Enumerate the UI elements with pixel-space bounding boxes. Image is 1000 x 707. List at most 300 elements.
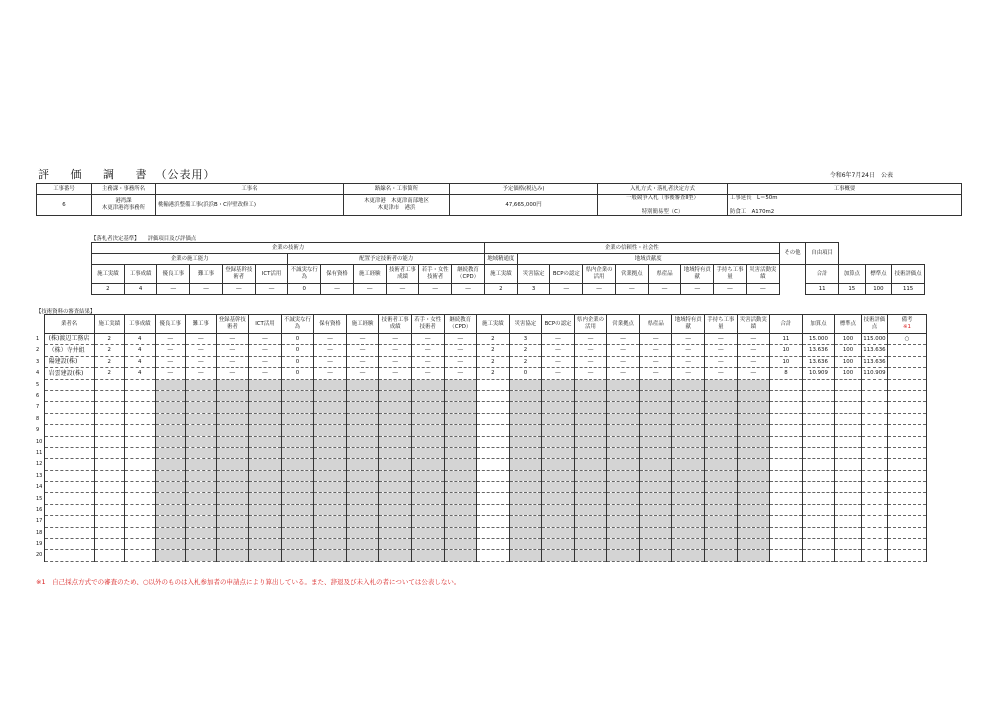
result-cell [509, 402, 542, 413]
project-summary: 工事延長 L＝50m 防食工 A170m2 [728, 195, 962, 216]
result-cell: 2 [477, 345, 510, 356]
result-cell [216, 436, 249, 447]
company-name [44, 390, 94, 401]
criteria-col-header: 施工経験 [353, 265, 386, 284]
result-note [888, 379, 927, 390]
result-cell [705, 459, 738, 470]
group-tech: 企業の技術力 [92, 243, 485, 254]
row-number: 7 [36, 404, 40, 411]
criteria-value: ― [157, 284, 190, 295]
result-cell [249, 504, 282, 515]
criteria-value: ― [190, 284, 223, 295]
result-cell [639, 436, 672, 447]
result-note [888, 527, 927, 538]
result-cell: ― [186, 356, 217, 367]
company-name [44, 516, 94, 527]
result-cell: ― [574, 356, 607, 367]
result-cell [737, 390, 770, 401]
criteria-value: 15 [839, 284, 866, 295]
result-cell [607, 470, 640, 481]
result-cell [125, 493, 156, 504]
result-cell [607, 390, 640, 401]
result-cell: ― [705, 334, 738, 345]
project-table [36, 183, 962, 216]
result-cell [705, 413, 738, 424]
result-cell: ― [314, 345, 347, 356]
result-cell [346, 447, 379, 458]
result-cell [249, 447, 282, 458]
result-cell: 4 [125, 334, 156, 345]
result-cell: ― [216, 334, 249, 345]
result-cell [737, 459, 770, 470]
result-cell [542, 527, 575, 538]
result-cell [639, 459, 672, 470]
result-cell [216, 527, 249, 538]
result-cell [770, 527, 803, 538]
result-cell [314, 482, 347, 493]
result-cell [574, 447, 607, 458]
result-cell [346, 413, 379, 424]
criteria-value: ― [714, 284, 747, 295]
result-cell [379, 413, 412, 424]
result-cell [249, 402, 282, 413]
result-cell [639, 527, 672, 538]
result-cell [477, 402, 510, 413]
result-cell [574, 413, 607, 424]
result-cell [155, 550, 186, 561]
results-col-header: 工事成績 [125, 315, 156, 334]
criteria-value: 100 [865, 284, 892, 295]
result-cell [186, 550, 217, 561]
criteria-col-header: 手持ち工事量 [714, 265, 747, 284]
criteria-col-header: 施工実績 [92, 265, 125, 284]
result-cell [705, 390, 738, 401]
result-cell [770, 379, 803, 390]
result-cell [672, 516, 705, 527]
row-number: 1 [36, 336, 40, 343]
result-cell: ― [411, 334, 444, 345]
result-cell: ― [639, 368, 672, 379]
result-cell [861, 482, 887, 493]
result-cell [346, 402, 379, 413]
table-row [36, 436, 961, 447]
result-cell [125, 436, 156, 447]
result-cell: 2 [509, 345, 542, 356]
other-header: その他 [779, 243, 806, 265]
row-number: 12 [36, 461, 43, 468]
group-engineer: 配置予定技術者の能力 [288, 254, 485, 265]
result-cell [509, 436, 542, 447]
table-row [36, 334, 961, 345]
results-label: 【技術資料の審査結果】 [36, 309, 96, 315]
result-cell [802, 527, 835, 538]
result-cell [737, 425, 770, 436]
row-number: 4 [36, 370, 40, 377]
table-row [36, 470, 961, 481]
criteria-value: 2 [92, 284, 125, 295]
result-cell [737, 470, 770, 481]
result-cell [672, 550, 705, 561]
result-cell [125, 527, 156, 538]
project-name: 桃輸港浜整備工事(浜浜B・C岸壁改修工) [156, 195, 344, 216]
criteria-value: ― [615, 284, 648, 295]
group-construction: 企業の施工能力 [92, 254, 288, 265]
result-cell [444, 390, 477, 401]
result-cell: 0 [281, 356, 314, 367]
criteria-col-header: 県産品 [648, 265, 681, 284]
company-name [44, 550, 94, 561]
result-cell: 2 [94, 345, 125, 356]
project-header: 工事番号 [37, 184, 92, 195]
result-cell [281, 493, 314, 504]
result-cell [639, 516, 672, 527]
result-cell [672, 436, 705, 447]
criteria-label: 【落札者決定基準】 評価項目及び評価点 [91, 236, 197, 242]
criteria-col-header: BCPの認定 [550, 265, 583, 284]
result-cell [379, 390, 412, 401]
result-cell [216, 493, 249, 504]
company-name [44, 493, 94, 504]
result-cell [672, 482, 705, 493]
result-cell [314, 390, 347, 401]
result-cell: ― [574, 345, 607, 356]
criteria-value: ― [353, 284, 386, 295]
result-cell [672, 402, 705, 413]
result-cell [125, 402, 156, 413]
result-cell [607, 504, 640, 515]
project-header: 路線名・工事箇所 [344, 184, 450, 195]
result-cell [281, 539, 314, 550]
result-cell [574, 402, 607, 413]
result-cell [607, 482, 640, 493]
result-cell: 10.909 [802, 368, 835, 379]
result-cell [835, 402, 861, 413]
results-col-header: ICT活用 [249, 315, 282, 334]
result-cell [770, 402, 803, 413]
result-cell [155, 447, 186, 458]
result-cell: 2 [477, 356, 510, 367]
result-cell [509, 425, 542, 436]
table-row [36, 447, 961, 458]
result-cell [477, 459, 510, 470]
result-cell: ― [444, 356, 477, 367]
result-cell [281, 459, 314, 470]
result-cell [94, 493, 125, 504]
result-cell [379, 470, 412, 481]
group-social: 企業の信頼性・社会性 [484, 243, 779, 254]
result-cell [737, 493, 770, 504]
result-cell [216, 470, 249, 481]
page-title: 評 価 調 書（公表用） [38, 168, 216, 181]
result-cell [835, 527, 861, 538]
result-cell [574, 482, 607, 493]
result-cell [281, 425, 314, 436]
result-cell [125, 504, 156, 515]
result-cell [379, 482, 412, 493]
result-cell [155, 436, 186, 447]
row-number: 16 [36, 506, 43, 513]
result-cell [770, 447, 803, 458]
result-cell: ― [411, 356, 444, 367]
result-cell [94, 470, 125, 481]
criteria-col-header: 県内企業の活用 [583, 265, 616, 284]
result-cell [574, 493, 607, 504]
result-cell [607, 550, 640, 561]
results-col-header: BCPの認定 [542, 315, 575, 334]
result-cell [379, 379, 412, 390]
result-cell [542, 482, 575, 493]
result-cell [186, 425, 217, 436]
result-cell [249, 379, 282, 390]
result-note [888, 390, 927, 401]
result-cell [705, 470, 738, 481]
result-cell: 2 [477, 334, 510, 345]
row-number: 15 [36, 495, 43, 502]
table-row [36, 390, 961, 401]
result-cell [509, 470, 542, 481]
result-cell: ― [346, 345, 379, 356]
result-cell [802, 504, 835, 515]
result-cell [639, 493, 672, 504]
result-cell [346, 436, 379, 447]
result-cell: ― [672, 368, 705, 379]
result-cell [835, 539, 861, 550]
result-cell [314, 379, 347, 390]
criteria-value: ― [222, 284, 255, 295]
criteria-col-header: 保有資格 [321, 265, 354, 284]
table-row [36, 413, 961, 424]
result-cell: ― [186, 345, 217, 356]
result-cell: 115.000 [861, 334, 887, 345]
result-cell [574, 527, 607, 538]
result-cell [607, 539, 640, 550]
results-col-header: 技術評価点 [861, 315, 887, 334]
result-cell [411, 425, 444, 436]
result-cell [607, 516, 640, 527]
results-col-header: 施工実績 [94, 315, 125, 334]
row-number: 18 [36, 529, 43, 536]
result-note [888, 459, 927, 470]
result-cell [314, 425, 347, 436]
result-cell [186, 447, 217, 458]
result-cell [672, 447, 705, 458]
result-cell [607, 436, 640, 447]
result-cell [802, 379, 835, 390]
criteria-value: 11 [806, 284, 839, 295]
result-cell: ― [672, 356, 705, 367]
result-cell [770, 539, 803, 550]
project-method: 一般競争入札（事後審査Ⅱ型） 特別簡易型（C） [598, 195, 728, 216]
result-cell [509, 527, 542, 538]
result-cell [186, 482, 217, 493]
criteria-value: ― [255, 284, 288, 295]
result-cell: ― [607, 368, 640, 379]
result-cell: ― [155, 356, 186, 367]
results-col-header: 県内企業の活用 [574, 315, 607, 334]
result-cell: ― [186, 368, 217, 379]
company-name [44, 436, 94, 447]
result-cell [835, 493, 861, 504]
result-cell: 0 [509, 368, 542, 379]
result-cell [737, 527, 770, 538]
result-cell [639, 550, 672, 561]
result-cell [186, 436, 217, 447]
project-number: 6 [37, 195, 92, 216]
results-col-header: 優良工事 [155, 315, 186, 334]
result-cell [346, 516, 379, 527]
criteria-col-header: 登録基幹技術者 [222, 265, 255, 284]
result-note [888, 436, 927, 447]
criteria-value: ― [550, 284, 583, 295]
result-cell [249, 470, 282, 481]
result-cell [216, 402, 249, 413]
result-cell [672, 413, 705, 424]
results-col-header: 営業拠点 [607, 315, 640, 334]
result-cell [186, 413, 217, 424]
result-cell [379, 550, 412, 561]
result-note [888, 504, 927, 515]
result-cell [186, 504, 217, 515]
result-cell [542, 379, 575, 390]
result-cell [379, 527, 412, 538]
result-cell: 4 [125, 356, 156, 367]
result-cell [861, 459, 887, 470]
criteria-value: ― [386, 284, 419, 295]
criteria-value: 4 [124, 284, 157, 295]
results-col-header: 技術者工事成績 [379, 315, 412, 334]
result-cell [802, 390, 835, 401]
result-cell [94, 436, 125, 447]
result-cell [346, 470, 379, 481]
result-cell [672, 425, 705, 436]
result-cell: ― [705, 356, 738, 367]
result-note [888, 425, 927, 436]
result-cell: ― [314, 368, 347, 379]
result-cell [477, 550, 510, 561]
result-cell [346, 550, 379, 561]
result-cell [705, 527, 738, 538]
result-cell: 113.636 [861, 345, 887, 356]
result-cell [379, 516, 412, 527]
result-cell: ― [705, 368, 738, 379]
result-cell: 2 [509, 356, 542, 367]
result-cell [509, 447, 542, 458]
criteria-value: ― [746, 284, 779, 295]
result-cell [125, 516, 156, 527]
results-col-header: 県産品 [639, 315, 672, 334]
company-name [44, 402, 94, 413]
result-cell [542, 390, 575, 401]
result-cell [314, 493, 347, 504]
result-cell [639, 482, 672, 493]
result-cell [861, 493, 887, 504]
company-name [44, 413, 94, 424]
result-cell: 13.636 [802, 356, 835, 367]
result-cell [835, 470, 861, 481]
criteria-col-header: 地域特有貢献 [681, 265, 714, 284]
table-row [36, 550, 961, 561]
result-cell [737, 447, 770, 458]
result-cell: ― [639, 345, 672, 356]
result-cell [607, 413, 640, 424]
result-cell [249, 482, 282, 493]
company-name [44, 527, 94, 538]
result-cell [802, 482, 835, 493]
criteria-col-header: 技術者工事成績 [386, 265, 419, 284]
criteria-col-header: 不誠実な行為 [288, 265, 321, 284]
result-cell: 113.636 [861, 356, 887, 367]
result-cell [249, 516, 282, 527]
criteria-col-header: 営業拠点 [615, 265, 648, 284]
criteria-col-header: 難工事 [190, 265, 223, 284]
result-cell: ― [186, 334, 217, 345]
result-cell [186, 459, 217, 470]
result-cell [477, 516, 510, 527]
free-header: 自由項目 [806, 243, 839, 265]
result-cell [155, 470, 186, 481]
result-cell [861, 504, 887, 515]
result-cell [125, 550, 156, 561]
result-cell [737, 516, 770, 527]
result-cell [444, 379, 477, 390]
result-cell [705, 539, 738, 550]
result-cell [509, 493, 542, 504]
result-cell: 0 [281, 345, 314, 356]
result-note [888, 402, 927, 413]
result-cell: ― [639, 356, 672, 367]
result-cell [155, 402, 186, 413]
result-cell [639, 413, 672, 424]
result-cell [542, 425, 575, 436]
row-number: 11 [36, 449, 43, 456]
result-cell [737, 482, 770, 493]
result-cell [737, 436, 770, 447]
result-cell [705, 447, 738, 458]
result-cell [705, 550, 738, 561]
result-note [888, 482, 927, 493]
result-cell [411, 459, 444, 470]
result-cell [281, 379, 314, 390]
table-row [36, 379, 961, 390]
result-cell [770, 390, 803, 401]
result-cell: ― [607, 345, 640, 356]
result-cell [477, 482, 510, 493]
result-cell: ― [155, 334, 186, 345]
result-cell [346, 425, 379, 436]
result-cell [249, 493, 282, 504]
result-cell [444, 516, 477, 527]
result-cell [444, 470, 477, 481]
result-cell [861, 539, 887, 550]
result-cell [509, 539, 542, 550]
criteria-col-header: 合計 [806, 265, 839, 284]
results-col-header: 施工経験 [346, 315, 379, 334]
row-number: 6 [36, 393, 40, 400]
result-cell [155, 516, 186, 527]
criteria-col-header: 災害活動実績 [746, 265, 779, 284]
result-cell [94, 447, 125, 458]
company-name [44, 482, 94, 493]
result-cell: 100 [835, 345, 861, 356]
result-cell [802, 413, 835, 424]
result-cell [509, 504, 542, 515]
table-row [36, 539, 961, 550]
table-row [36, 493, 961, 504]
result-cell [509, 379, 542, 390]
result-cell: 4 [125, 345, 156, 356]
result-cell: ― [444, 334, 477, 345]
result-note [888, 368, 927, 379]
